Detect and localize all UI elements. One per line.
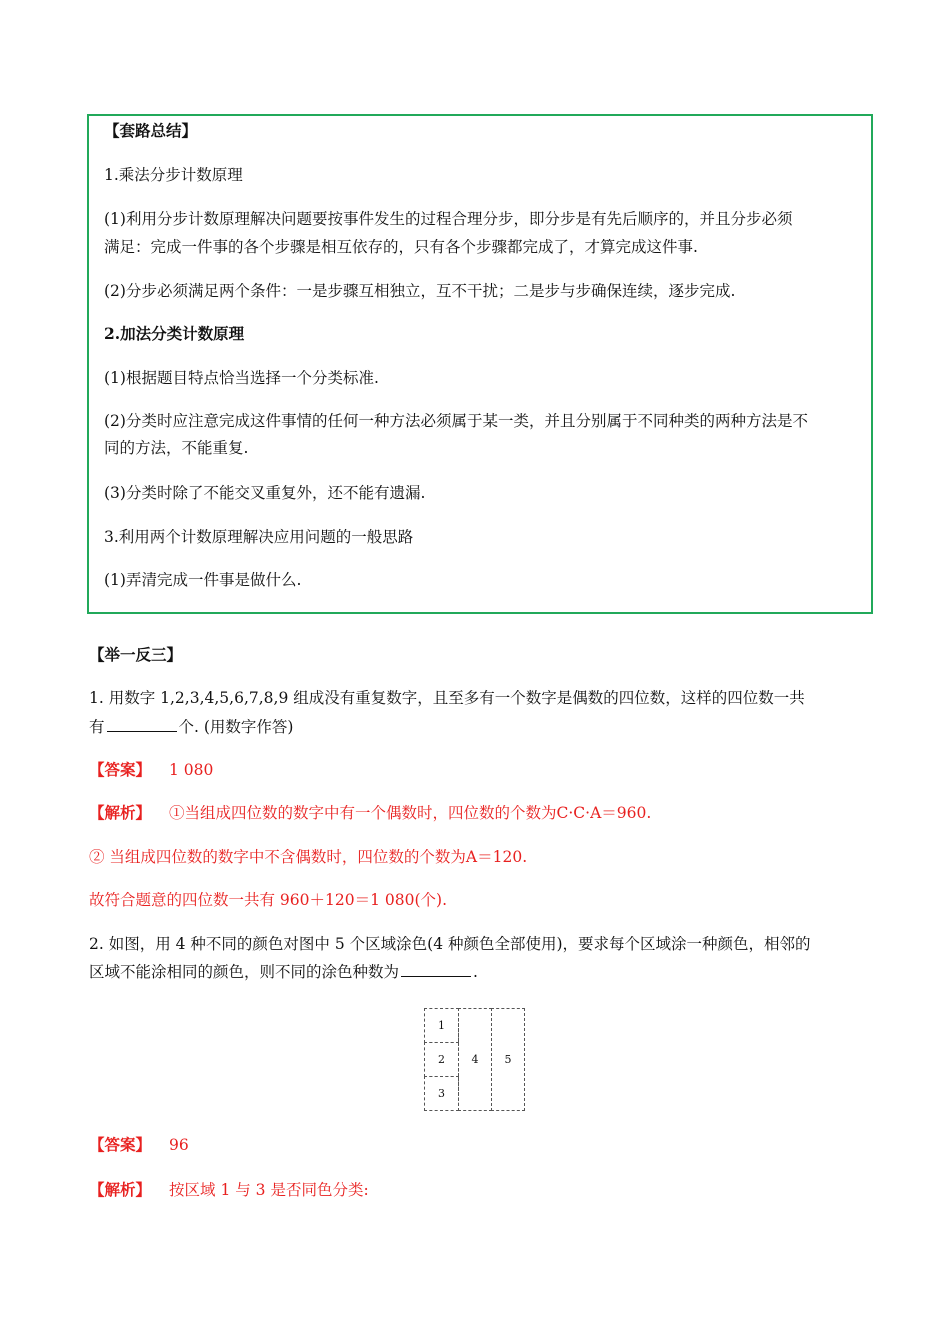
region-4: 4	[458, 1008, 492, 1111]
q1-analysis3: 故符合题意的四位数一共有 960＋120＝1 080(个).	[89, 891, 447, 909]
q1-analysis1: ①当组成四位数的数字中有一个偶数时，四位数的个数为C·C·A＝960.	[169, 804, 652, 822]
q2-line2-pre: 区域不能涂相同的颜色，则不同的涂色种数为	[89, 963, 400, 981]
summary-p1-item1-line1: (1)利用分步计数原理解决问题要按事件发生的过程合理分步，即分步是有先后顺序的，并且分步必须	[104, 210, 793, 228]
summary-p2-item2-line1: (2)分类时应注意完成这件事情的任何一种方法必须属于某一类，并且分别属于不同种类的两种方法是不	[104, 412, 808, 430]
region-diagram	[424, 1008, 525, 1111]
region-1: 1	[424, 1008, 459, 1043]
q1-line2-pre: 有	[89, 718, 105, 736]
summary-p2-item3: (3)分类时除了不能交叉重复外，还不能有遗漏.	[104, 484, 426, 502]
summary-p1-item2: (2)分步必须满足两个条件：一是步骤互相独立，互不干扰；二是步与步确保连续，逐步完成.	[104, 282, 736, 300]
summary-p1-item1-line2: 满足：完成一件事的各个步骤是相互依存的，只有各个步骤都完成了，才算完成这件事.	[104, 238, 698, 256]
summary-p2-item2-line2: 同的方法，不能重复.	[104, 439, 249, 457]
q1-analysis-line1	[89, 803, 651, 823]
practice-heading: 【举一反三】	[89, 645, 183, 664]
summary-p2-item1: (1)根据题目特点恰当选择一个分类标准.	[104, 369, 379, 387]
q2-analysis-tag: 【解析】	[89, 1180, 152, 1199]
q1-answer-value: 1 080	[169, 761, 214, 779]
q1-analysis2: ② 当组成四位数的数字中不含偶数时，四位数的个数为A＝120.	[89, 848, 528, 866]
q2-analysis-line1	[89, 1180, 369, 1200]
summary-p1-title: 1.乘法分步计数原理	[104, 166, 243, 184]
q2-answer-blank	[401, 961, 471, 977]
summary-p3-item1: (1)弄清完成一件事是做什么.	[104, 571, 302, 589]
summary-heading: 【套路总结】	[104, 121, 198, 140]
q2-answer-value: 96	[169, 1136, 189, 1154]
q2-line1: 2. 如图，用 4 种不同的颜色对图中 5 个区域涂色(4 种颜色全部使用)，要求每个区域涂一种颜色，相邻的	[89, 935, 811, 953]
region-2: 2	[424, 1042, 459, 1077]
q1-line2	[89, 716, 293, 737]
summary-p3-title: 3.利用两个计数原理解决应用问题的一般思路	[104, 528, 414, 546]
q2-line2	[89, 961, 478, 982]
q1-answer-blank	[107, 716, 177, 732]
region-5: 5	[491, 1008, 525, 1111]
q2-answer-tag: 【答案】	[89, 1135, 152, 1154]
q2-analysis1: 按区域 1 与 3 是否同色分类:	[169, 1181, 369, 1199]
q1-answer-tag: 【答案】	[89, 760, 152, 779]
q1-line1: 1. 用数字 1,2,3,4,5,6,7,8,9 组成没有重复数字，且至多有一个数字是偶数的四位数，这样的四位数一共	[89, 689, 805, 707]
q1-analysis-tag: 【解析】	[89, 803, 152, 822]
summary-p2-title: 2.加法分类计数原理	[104, 324, 245, 343]
q2-answer	[89, 1135, 189, 1155]
region-3: 3	[424, 1076, 459, 1111]
q1-answer	[89, 760, 213, 780]
q1-line2-post: 个. (用数字作答)	[178, 718, 294, 736]
q2-line2-post: .	[473, 963, 478, 981]
